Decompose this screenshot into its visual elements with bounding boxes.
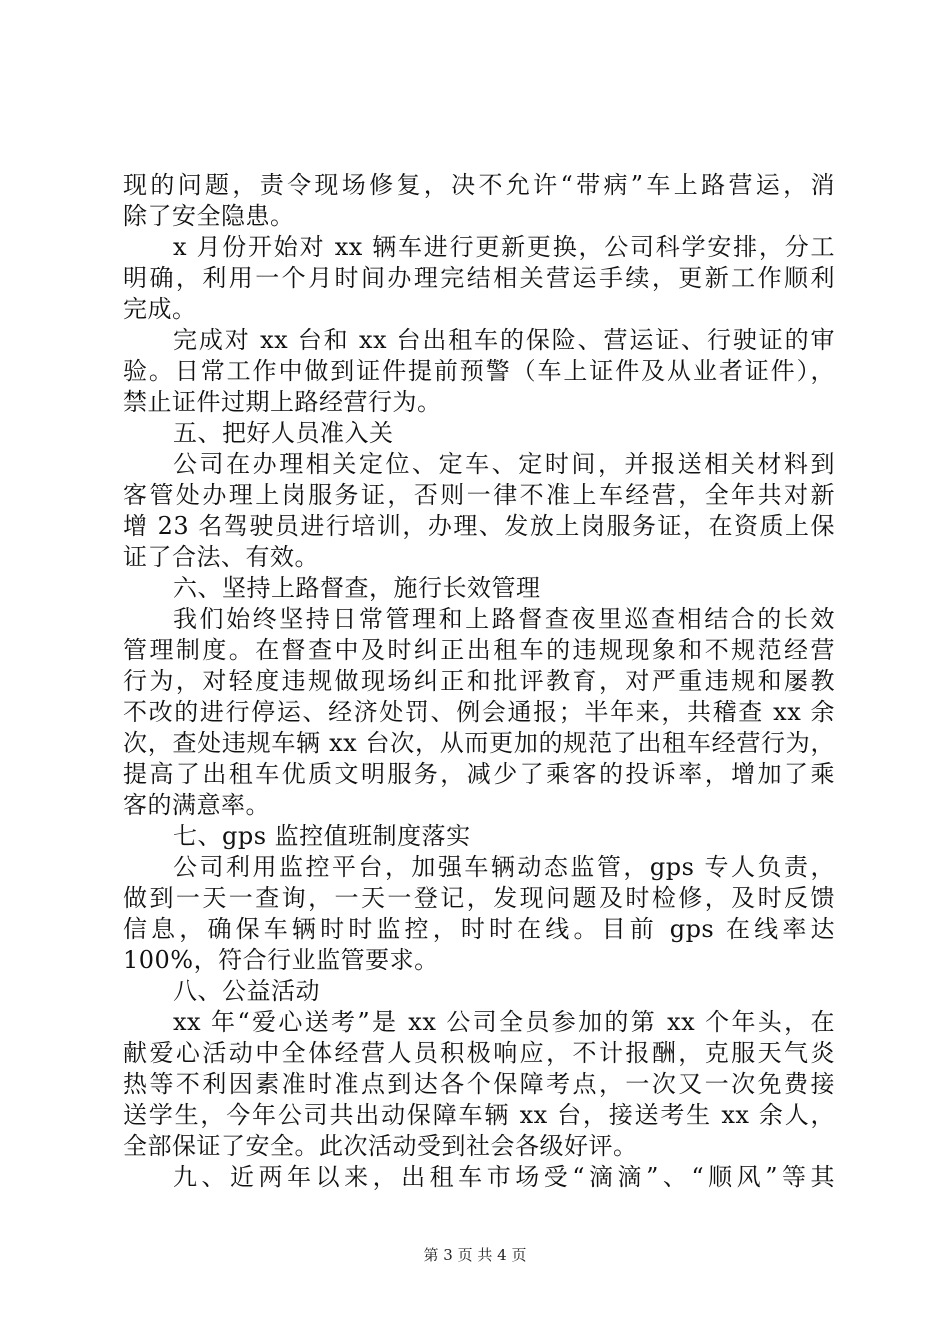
text-line: 七、gps 监控值班制度落实	[173, 822, 471, 850]
text-line: 管理制度。在督查中及时纠正出租车的违规现象和不规范经营	[123, 636, 835, 664]
text-line: 证了合法、有效。	[123, 543, 319, 571]
text-line: xx 年“爱心送考”是 xx 公司全员参加的第 xx 个年头，在	[173, 1008, 835, 1036]
text-line: 100%，符合行业监管要求。	[123, 946, 439, 974]
page-footer: 第 3 页 共 4 页	[423, 1246, 527, 1264]
text-line: 全部保证了安全。此次活动受到社会各级好评。	[123, 1132, 638, 1160]
text-line: 信息，确保车辆时时监控，时时在线。目前 gps 在线率达	[123, 915, 835, 943]
text-line: 献爱心活动中全体经营人员积极响应，不计报酬，克服天气炎	[123, 1039, 835, 1067]
text-line: 公司利用监控平台，加强车辆动态监管，gps 专人负责，	[173, 853, 835, 881]
text-line: 提高了出租车优质文明服务，减少了乘客的投诉率，增加了乘	[123, 760, 835, 788]
text-line: 客的满意率。	[123, 791, 270, 819]
text-line: 验。日常工作中做到证件提前预警（车上证件及从业者证件），	[123, 357, 835, 385]
text-line: 完成。	[123, 295, 197, 323]
text-line: 六、坚持上路督查，施行长效管理	[173, 574, 541, 602]
text-line: 行为，对轻度违规做现场纠正和批评教育，对严重违规和屡教	[123, 667, 835, 695]
text-line: 公司在办理相关定位、定车、定时间，并报送相关材料到	[173, 450, 835, 478]
document-body	[123, 170, 835, 1193]
text-line: x 月份开始对 xx 辆车进行更新更换，公司科学安排，分工	[173, 233, 835, 261]
text-line: 八、公益活动	[173, 977, 320, 1005]
text-line: 我们始终坚持日常管理和上路督查夜里巡查相结合的长效	[173, 605, 835, 633]
text-line: 不改的进行停运、经济处罚、例会通报；半年来，共稽查 xx 余	[123, 698, 835, 726]
text-line: 禁止证件过期上路经营行为。	[123, 388, 442, 416]
text-line: 做到一天一查询，一天一登记，发现问题及时检修，及时反馈	[123, 884, 835, 912]
text-line: 次，查处违规车辆 xx 台次，从而更加的规范了出租车经营行为，	[123, 729, 835, 757]
text-line: 九、近两年以来，出租车市场受“滴滴”、“顺风”等其	[173, 1163, 835, 1191]
text-line: 五、把好人员准入关	[173, 419, 394, 447]
text-line: 明确，利用一个月时间办理完结相关营运手续，更新工作顺利	[123, 264, 835, 292]
text-line: 现的问题，责令现场修复，决不允许“带病”车上路营运，消	[123, 171, 835, 199]
text-line: 送学生，今年公司共出动保障车辆 xx 台，接送考生 xx 余人，	[123, 1101, 835, 1129]
text-line: 热等不利因素准时准点到达各个保障考点，一次又一次免费接	[123, 1070, 835, 1098]
text-line: 增 23 名驾驶员进行培训，办理、发放上岗服务证，在资质上保	[123, 512, 835, 540]
text-line: 客管处办理上岗服务证，否则一律不准上车经营，全年共对新	[123, 481, 835, 509]
text-line: 除了安全隐患。	[123, 202, 295, 230]
text-line: 完成对 xx 台和 xx 台出租车的保险、营运证、行驶证的审	[173, 326, 835, 354]
